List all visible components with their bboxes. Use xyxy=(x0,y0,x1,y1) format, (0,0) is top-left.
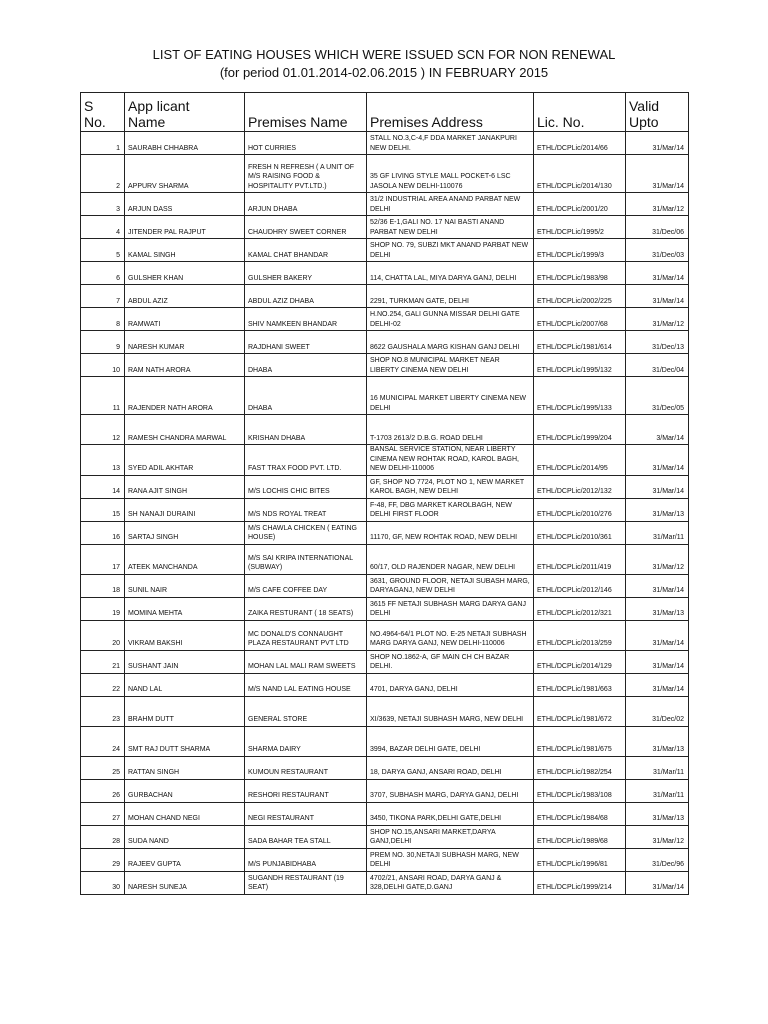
header-sno xyxy=(81,93,125,132)
cell-lic: ETHL/DCPLic/2013/259 xyxy=(534,620,626,650)
cell-sno: 6 xyxy=(81,262,125,285)
cell-lic: ETHL/DCPLic/2002/225 xyxy=(534,285,626,308)
cell-premises: ZAIKA RESTURANT ( 18 SEATS) xyxy=(245,597,367,620)
cell-sno: 19 xyxy=(81,597,125,620)
cell-name: KAMAL SINGH xyxy=(125,239,245,262)
header-sno-line1: S xyxy=(84,98,94,114)
cell-lic: ETHL/DCPLic/2007/68 xyxy=(534,308,626,331)
cell-name: RAJEEV GUPTA xyxy=(125,848,245,871)
cell-sno: 29 xyxy=(81,848,125,871)
cell-name: VIKRAM BAKSHI xyxy=(125,620,245,650)
cell-sno: 21 xyxy=(81,650,125,673)
header-applicant-line1: App licant xyxy=(128,98,190,114)
cell-name: BRAHM DUTT xyxy=(125,696,245,726)
cell-valid: 31/Mar/14 xyxy=(626,620,689,650)
document-title-line-1: LIST OF EATING HOUSES WHICH WERE ISSUED SCN FOR NON RENEWAL xyxy=(152,47,616,62)
cell-valid: 31/Dec/13 xyxy=(626,331,689,354)
cell-address: STALL NO.3,C-4,F DDA MARKET JANAKPURI NEW DELHI. xyxy=(367,132,534,155)
table-row xyxy=(81,726,689,756)
cell-valid: 31/Mar/13 xyxy=(626,726,689,756)
cell-name: JITENDER PAL RAJPUT xyxy=(125,216,245,239)
cell-premises: KRISHAN DHABA xyxy=(245,415,367,445)
cell-valid: 31/Dec/96 xyxy=(626,848,689,871)
cell-valid: 31/Dec/02 xyxy=(626,696,689,726)
cell-valid: 31/Mar/14 xyxy=(626,285,689,308)
cell-lic: ETHL/DCPLic/2012/146 xyxy=(534,574,626,597)
table-row xyxy=(81,779,689,802)
header-valid-line2: Upto xyxy=(629,114,659,130)
cell-address: 3615 FF NETAJI SUBHASH MARG DARYA GANJ DELHI xyxy=(367,597,534,620)
table-row xyxy=(81,415,689,445)
cell-premises: GULSHER BAKERY xyxy=(245,262,367,285)
cell-name: SUNIL NAIR xyxy=(125,574,245,597)
cell-valid: 31/Mar/14 xyxy=(626,574,689,597)
cell-name: GULSHER KHAN xyxy=(125,262,245,285)
cell-valid: 31/Mar/14 xyxy=(626,673,689,696)
cell-sno: 1 xyxy=(81,132,125,155)
table-row xyxy=(81,354,689,377)
cell-premises: M/S CAFE COFFEE DAY xyxy=(245,574,367,597)
cell-sno: 13 xyxy=(81,445,125,476)
cell-name: ATEEK MANCHANDA xyxy=(125,544,245,574)
table-header-row xyxy=(81,93,689,132)
cell-address: SHOP NO.1862-A, GF MAIN CH CH BAZAR DELHI. xyxy=(367,650,534,673)
cell-sno: 2 xyxy=(81,155,125,193)
cell-premises: M/S NDS ROYAL TREAT xyxy=(245,498,367,521)
cell-valid: 31/Mar/12 xyxy=(626,825,689,848)
cell-lic: ETHL/DCPLic/2010/361 xyxy=(534,521,626,544)
cell-lic: ETHL/DCPLic/1995/133 xyxy=(534,377,626,415)
table-row xyxy=(81,155,689,193)
cell-lic: ETHL/DCPLic/2012/321 xyxy=(534,597,626,620)
table-row xyxy=(81,825,689,848)
cell-name: SMT RAJ DUTT SHARMA xyxy=(125,726,245,756)
cell-name: NARESH KUMAR xyxy=(125,331,245,354)
cell-lic: ETHL/DCPLic/1981/675 xyxy=(534,726,626,756)
cell-lic: ETHL/DCPLic/1995/2 xyxy=(534,216,626,239)
cell-premises: DHABA xyxy=(245,377,367,415)
header-lic-no: Lic. No. xyxy=(534,93,626,132)
cell-lic: ETHL/DCPLic/2014/130 xyxy=(534,155,626,193)
cell-premises: SHARMA DAIRY xyxy=(245,726,367,756)
cell-sno: 5 xyxy=(81,239,125,262)
cell-address: 52/36 E-1,GALI NO. 17 NAI BASTI ANAND PARBAT NEW DELHI xyxy=(367,216,534,239)
cell-name: RAJENDER NATH ARORA xyxy=(125,377,245,415)
cell-sno: 20 xyxy=(81,620,125,650)
cell-sno: 26 xyxy=(81,779,125,802)
table-row xyxy=(81,871,689,894)
table-row xyxy=(81,193,689,216)
table-row xyxy=(81,650,689,673)
cell-sno: 14 xyxy=(81,475,125,498)
cell-premises: NEGI RESTAURANT xyxy=(245,802,367,825)
header-valid-line1: Valid xyxy=(629,98,660,114)
cell-address: 18, DARYA GANJ, ANSARI ROAD, DELHI xyxy=(367,756,534,779)
cell-name: MOHAN CHAND NEGI xyxy=(125,802,245,825)
cell-name: SUDA NAND xyxy=(125,825,245,848)
cell-lic: ETHL/DCPLic/2001/20 xyxy=(534,193,626,216)
table-row xyxy=(81,673,689,696)
cell-address: 35 GF LIVING STYLE MALL POCKET-6 LSC JASOLA NEW DELHI-110076 xyxy=(367,155,534,193)
cell-sno: 9 xyxy=(81,331,125,354)
cell-sno: 25 xyxy=(81,756,125,779)
cell-lic: ETHL/DCPLic/1999/214 xyxy=(534,871,626,894)
cell-name: NAND LAL xyxy=(125,673,245,696)
table-row xyxy=(81,597,689,620)
cell-address: SHOP NO.8 MUNICIPAL MARKET NEAR LIBERTY CINEMA NEW DELHI xyxy=(367,354,534,377)
cell-premises: GENERAL STORE xyxy=(245,696,367,726)
table-row xyxy=(81,445,689,476)
table-row xyxy=(81,377,689,415)
cell-name: APPURV SHARMA xyxy=(125,155,245,193)
cell-name: SUSHANT JAIN xyxy=(125,650,245,673)
cell-sno: 8 xyxy=(81,308,125,331)
cell-name: ABDUL AZIZ xyxy=(125,285,245,308)
cell-valid: 31/Dec/05 xyxy=(626,377,689,415)
cell-premises: M/S LOCHIS CHIC BITES xyxy=(245,475,367,498)
cell-lic: ETHL/DCPLic/1999/204 xyxy=(534,415,626,445)
cell-address: F-48, FF, DBG MARKET KAROLBAGH, NEW DELHI FIRST FLOOR xyxy=(367,498,534,521)
cell-premises: SHIV NAMKEEN BHANDAR xyxy=(245,308,367,331)
cell-address: H.NO.254, GALI GUNNA MISSAR DELHI GATE DELHI-02 xyxy=(367,308,534,331)
cell-valid: 31/Mar/13 xyxy=(626,597,689,620)
cell-address: 4702/21, ANSARI ROAD, DARYA GANJ & 328,DELHI GATE,D.GANJ xyxy=(367,871,534,894)
cell-premises: M/S CHAWLA CHICKEN ( EATING HOUSE) xyxy=(245,521,367,544)
cell-name: RAM NATH ARORA xyxy=(125,354,245,377)
cell-lic: ETHL/DCPLic/1983/98 xyxy=(534,262,626,285)
cell-sno: 28 xyxy=(81,825,125,848)
cell-address: XI/3639, NETAJI SUBHASH MARG, NEW DELHI xyxy=(367,696,534,726)
cell-premises: FRESH N REFRESH ( A UNIT OF M/S RAISING FOOD & HOSPITALITY PVT.LTD.) xyxy=(245,155,367,193)
cell-lic: ETHL/DCPLic/1989/68 xyxy=(534,825,626,848)
cell-lic: ETHL/DCPLic/1981/614 xyxy=(534,331,626,354)
cell-address: 114, CHATTA LAL, MIYA DARYA GANJ, DELHI xyxy=(367,262,534,285)
cell-lic: ETHL/DCPLic/1983/108 xyxy=(534,779,626,802)
cell-sno: 3 xyxy=(81,193,125,216)
cell-address: SHOP NO.15,ANSARI MARKET,DARYA GANJ,DELHI xyxy=(367,825,534,848)
cell-address: T-1703 2613/2 D.B.G. ROAD DELHI xyxy=(367,415,534,445)
cell-valid: 31/Mar/13 xyxy=(626,802,689,825)
cell-lic: ETHL/DCPLic/2012/132 xyxy=(534,475,626,498)
table-row xyxy=(81,285,689,308)
cell-name: MOMINA MEHTA xyxy=(125,597,245,620)
header-applicant-line2: Name xyxy=(128,114,166,130)
cell-name: SH NANAJI DURAINI xyxy=(125,498,245,521)
cell-lic: ETHL/DCPLic/2014/129 xyxy=(534,650,626,673)
cell-premises: KAMAL CHAT BHANDAR xyxy=(245,239,367,262)
cell-name: RAMESH CHANDRA MARWAL xyxy=(125,415,245,445)
cell-sno: 11 xyxy=(81,377,125,415)
cell-address: 3631, GROUND FLOOR, NETAJI SUBASH MARG, DARYAGANJ, NEW DELHI xyxy=(367,574,534,597)
cell-address: 60/17, OLD RAJENDER NAGAR, NEW DELHI xyxy=(367,544,534,574)
cell-name: GURBACHAN xyxy=(125,779,245,802)
cell-sno: 4 xyxy=(81,216,125,239)
cell-address: 3994, BAZAR DELHI GATE, DELHI xyxy=(367,726,534,756)
cell-name: SYED ADIL AKHTAR xyxy=(125,445,245,476)
table-row xyxy=(81,331,689,354)
cell-lic: ETHL/DCPLic/2014/66 xyxy=(534,132,626,155)
cell-sno: 16 xyxy=(81,521,125,544)
cell-address: 3707, SUBHASH MARG, DARYA GANJ, DELHI xyxy=(367,779,534,802)
cell-valid: 3/Mar/14 xyxy=(626,415,689,445)
cell-premises: ABDUL AZIZ DHABA xyxy=(245,285,367,308)
cell-sno: 10 xyxy=(81,354,125,377)
table-row xyxy=(81,132,689,155)
cell-lic: ETHL/DCPLic/2014/95 xyxy=(534,445,626,476)
cell-valid: 31/Mar/14 xyxy=(626,475,689,498)
cell-valid: 31/Mar/12 xyxy=(626,308,689,331)
cell-lic: ETHL/DCPLic/1999/3 xyxy=(534,239,626,262)
cell-lic: ETHL/DCPLic/1982/254 xyxy=(534,756,626,779)
cell-address: 3450, TIKONA PARK,DELHI GATE,DELHI xyxy=(367,802,534,825)
table-row xyxy=(81,802,689,825)
table-row xyxy=(81,498,689,521)
cell-valid: 31/Mar/11 xyxy=(626,521,689,544)
header-applicant-name xyxy=(125,93,245,132)
cell-valid: 31/Mar/11 xyxy=(626,779,689,802)
table-row xyxy=(81,521,689,544)
cell-address: 11170, GF, NEW ROHTAK ROAD, NEW DELHI xyxy=(367,521,534,544)
header-sno-line2: No. xyxy=(84,114,106,130)
cell-address: SHOP NO. 79, SUBZI MKT ANAND PARBAT NEW DELHI xyxy=(367,239,534,262)
cell-lic: ETHL/DCPLic/1981/672 xyxy=(534,696,626,726)
cell-name: RATTAN SINGH xyxy=(125,756,245,779)
cell-premises: FAST TRAX FOOD PVT. LTD. xyxy=(245,445,367,476)
cell-sno: 30 xyxy=(81,871,125,894)
cell-valid: 31/Mar/14 xyxy=(626,871,689,894)
cell-sno: 12 xyxy=(81,415,125,445)
table-row xyxy=(81,544,689,574)
table-row xyxy=(81,216,689,239)
cell-name: SAURABH CHHABRA xyxy=(125,132,245,155)
cell-valid: 31/Mar/14 xyxy=(626,262,689,285)
header-premises-name: Premises Name xyxy=(245,93,367,132)
table-row xyxy=(81,308,689,331)
cell-name: RANA AJIT SINGH xyxy=(125,475,245,498)
cell-premises: M/S NAND LAL EATING HOUSE xyxy=(245,673,367,696)
cell-valid: 31/Mar/11 xyxy=(626,756,689,779)
cell-valid: 31/Mar/14 xyxy=(626,445,689,476)
table-row xyxy=(81,475,689,498)
cell-lic: ETHL/DCPLic/1996/81 xyxy=(534,848,626,871)
cell-premises: MOHAN LAL MALI RAM SWEETS xyxy=(245,650,367,673)
cell-address: BANSAL SERVICE STATION, NEAR LIBERTY CINEMA NEW ROHTAK ROAD, KAROL BAGH, NEW DELHI-110006 xyxy=(367,445,534,476)
cell-address: PREM NO. 30,NETAJI SUBHASH MARG, NEW DELHI xyxy=(367,848,534,871)
cell-address: NO.4964-64/1 PLOT NO. E-25 NETAJI SUBHASH MARG DARYA GANJ, NEW DELHI-110006 xyxy=(367,620,534,650)
cell-address: 31/2 INDUSTRIAL AREA ANAND PARBAT NEW DELHI xyxy=(367,193,534,216)
cell-sno: 7 xyxy=(81,285,125,308)
cell-sno: 17 xyxy=(81,544,125,574)
eating-houses-table xyxy=(80,92,689,895)
cell-valid: 31/Mar/14 xyxy=(626,650,689,673)
table-row xyxy=(81,239,689,262)
cell-sno: 24 xyxy=(81,726,125,756)
cell-valid: 31/Mar/13 xyxy=(626,498,689,521)
cell-valid: 31/Mar/14 xyxy=(626,155,689,193)
cell-address: 8622 GAUSHALA MARG KISHAN GANJ DELHI xyxy=(367,331,534,354)
cell-premises: ARJUN DHABA xyxy=(245,193,367,216)
cell-premises: KUMOUN RESTAURANT xyxy=(245,756,367,779)
cell-premises: CHAUDHRY SWEET CORNER xyxy=(245,216,367,239)
cell-address: 4701, DARYA GANJ, DELHI xyxy=(367,673,534,696)
cell-premises: HOT CURRIES xyxy=(245,132,367,155)
table-row xyxy=(81,620,689,650)
cell-valid: 31/Mar/12 xyxy=(626,544,689,574)
cell-premises: SUGANDH RESTAURANT (19 SEAT) xyxy=(245,871,367,894)
cell-premises: RESHORI RESTAURANT xyxy=(245,779,367,802)
table-row xyxy=(81,262,689,285)
cell-premises: MC DONALD'S CONNAUGHT PLAZA RESTAURANT PVT LTD xyxy=(245,620,367,650)
cell-premises: SADA BAHAR TEA STALL xyxy=(245,825,367,848)
cell-lic: ETHL/DCPLic/2010/276 xyxy=(534,498,626,521)
cell-name: SARTAJ SINGH xyxy=(125,521,245,544)
table-row xyxy=(81,756,689,779)
cell-lic: ETHL/DCPLic/1984/68 xyxy=(534,802,626,825)
cell-address: 2291, TURKMAN GATE, DELHI xyxy=(367,285,534,308)
cell-premises: M/S SAI KRIPA INTERNATIONAL (SUBWAY) xyxy=(245,544,367,574)
cell-lic: ETHL/DCPLic/1995/132 xyxy=(534,354,626,377)
cell-lic: ETHL/DCPLic/2011/419 xyxy=(534,544,626,574)
cell-valid: 31/Mar/14 xyxy=(626,132,689,155)
table-row xyxy=(81,848,689,871)
document-title-line-2: (for period 01.01.2014-02.06.2015 ) IN FEBRUARY 2015 xyxy=(219,65,549,80)
table-row xyxy=(81,696,689,726)
cell-sno: 23 xyxy=(81,696,125,726)
cell-valid: 31/Mar/12 xyxy=(626,193,689,216)
cell-premises: M/S PUNJABIDHABA xyxy=(245,848,367,871)
cell-address: 16 MUNICIPAL MARKET LIBERTY CINEMA NEW DELHI xyxy=(367,377,534,415)
cell-valid: 31/Dec/04 xyxy=(626,354,689,377)
cell-valid: 31/Dec/03 xyxy=(626,239,689,262)
header-premises-address: Premises Address xyxy=(367,93,534,132)
cell-sno: 22 xyxy=(81,673,125,696)
cell-valid: 31/Dec/06 xyxy=(626,216,689,239)
cell-premises: RAJDHANI SWEET xyxy=(245,331,367,354)
cell-address: GF, SHOP NO 7724, PLOT NO 1, NEW MARKET KAROL BAGH, NEW DELHI xyxy=(367,475,534,498)
cell-name: ARJUN DASS xyxy=(125,193,245,216)
cell-sno: 27 xyxy=(81,802,125,825)
table-row xyxy=(81,574,689,597)
cell-lic: ETHL/DCPLic/1981/663 xyxy=(534,673,626,696)
cell-name: RAMWATI xyxy=(125,308,245,331)
cell-sno: 18 xyxy=(81,574,125,597)
cell-name: NARESH SUNEJA xyxy=(125,871,245,894)
header-valid-upto xyxy=(626,93,689,132)
cell-premises: DHABA xyxy=(245,354,367,377)
cell-sno: 15 xyxy=(81,498,125,521)
